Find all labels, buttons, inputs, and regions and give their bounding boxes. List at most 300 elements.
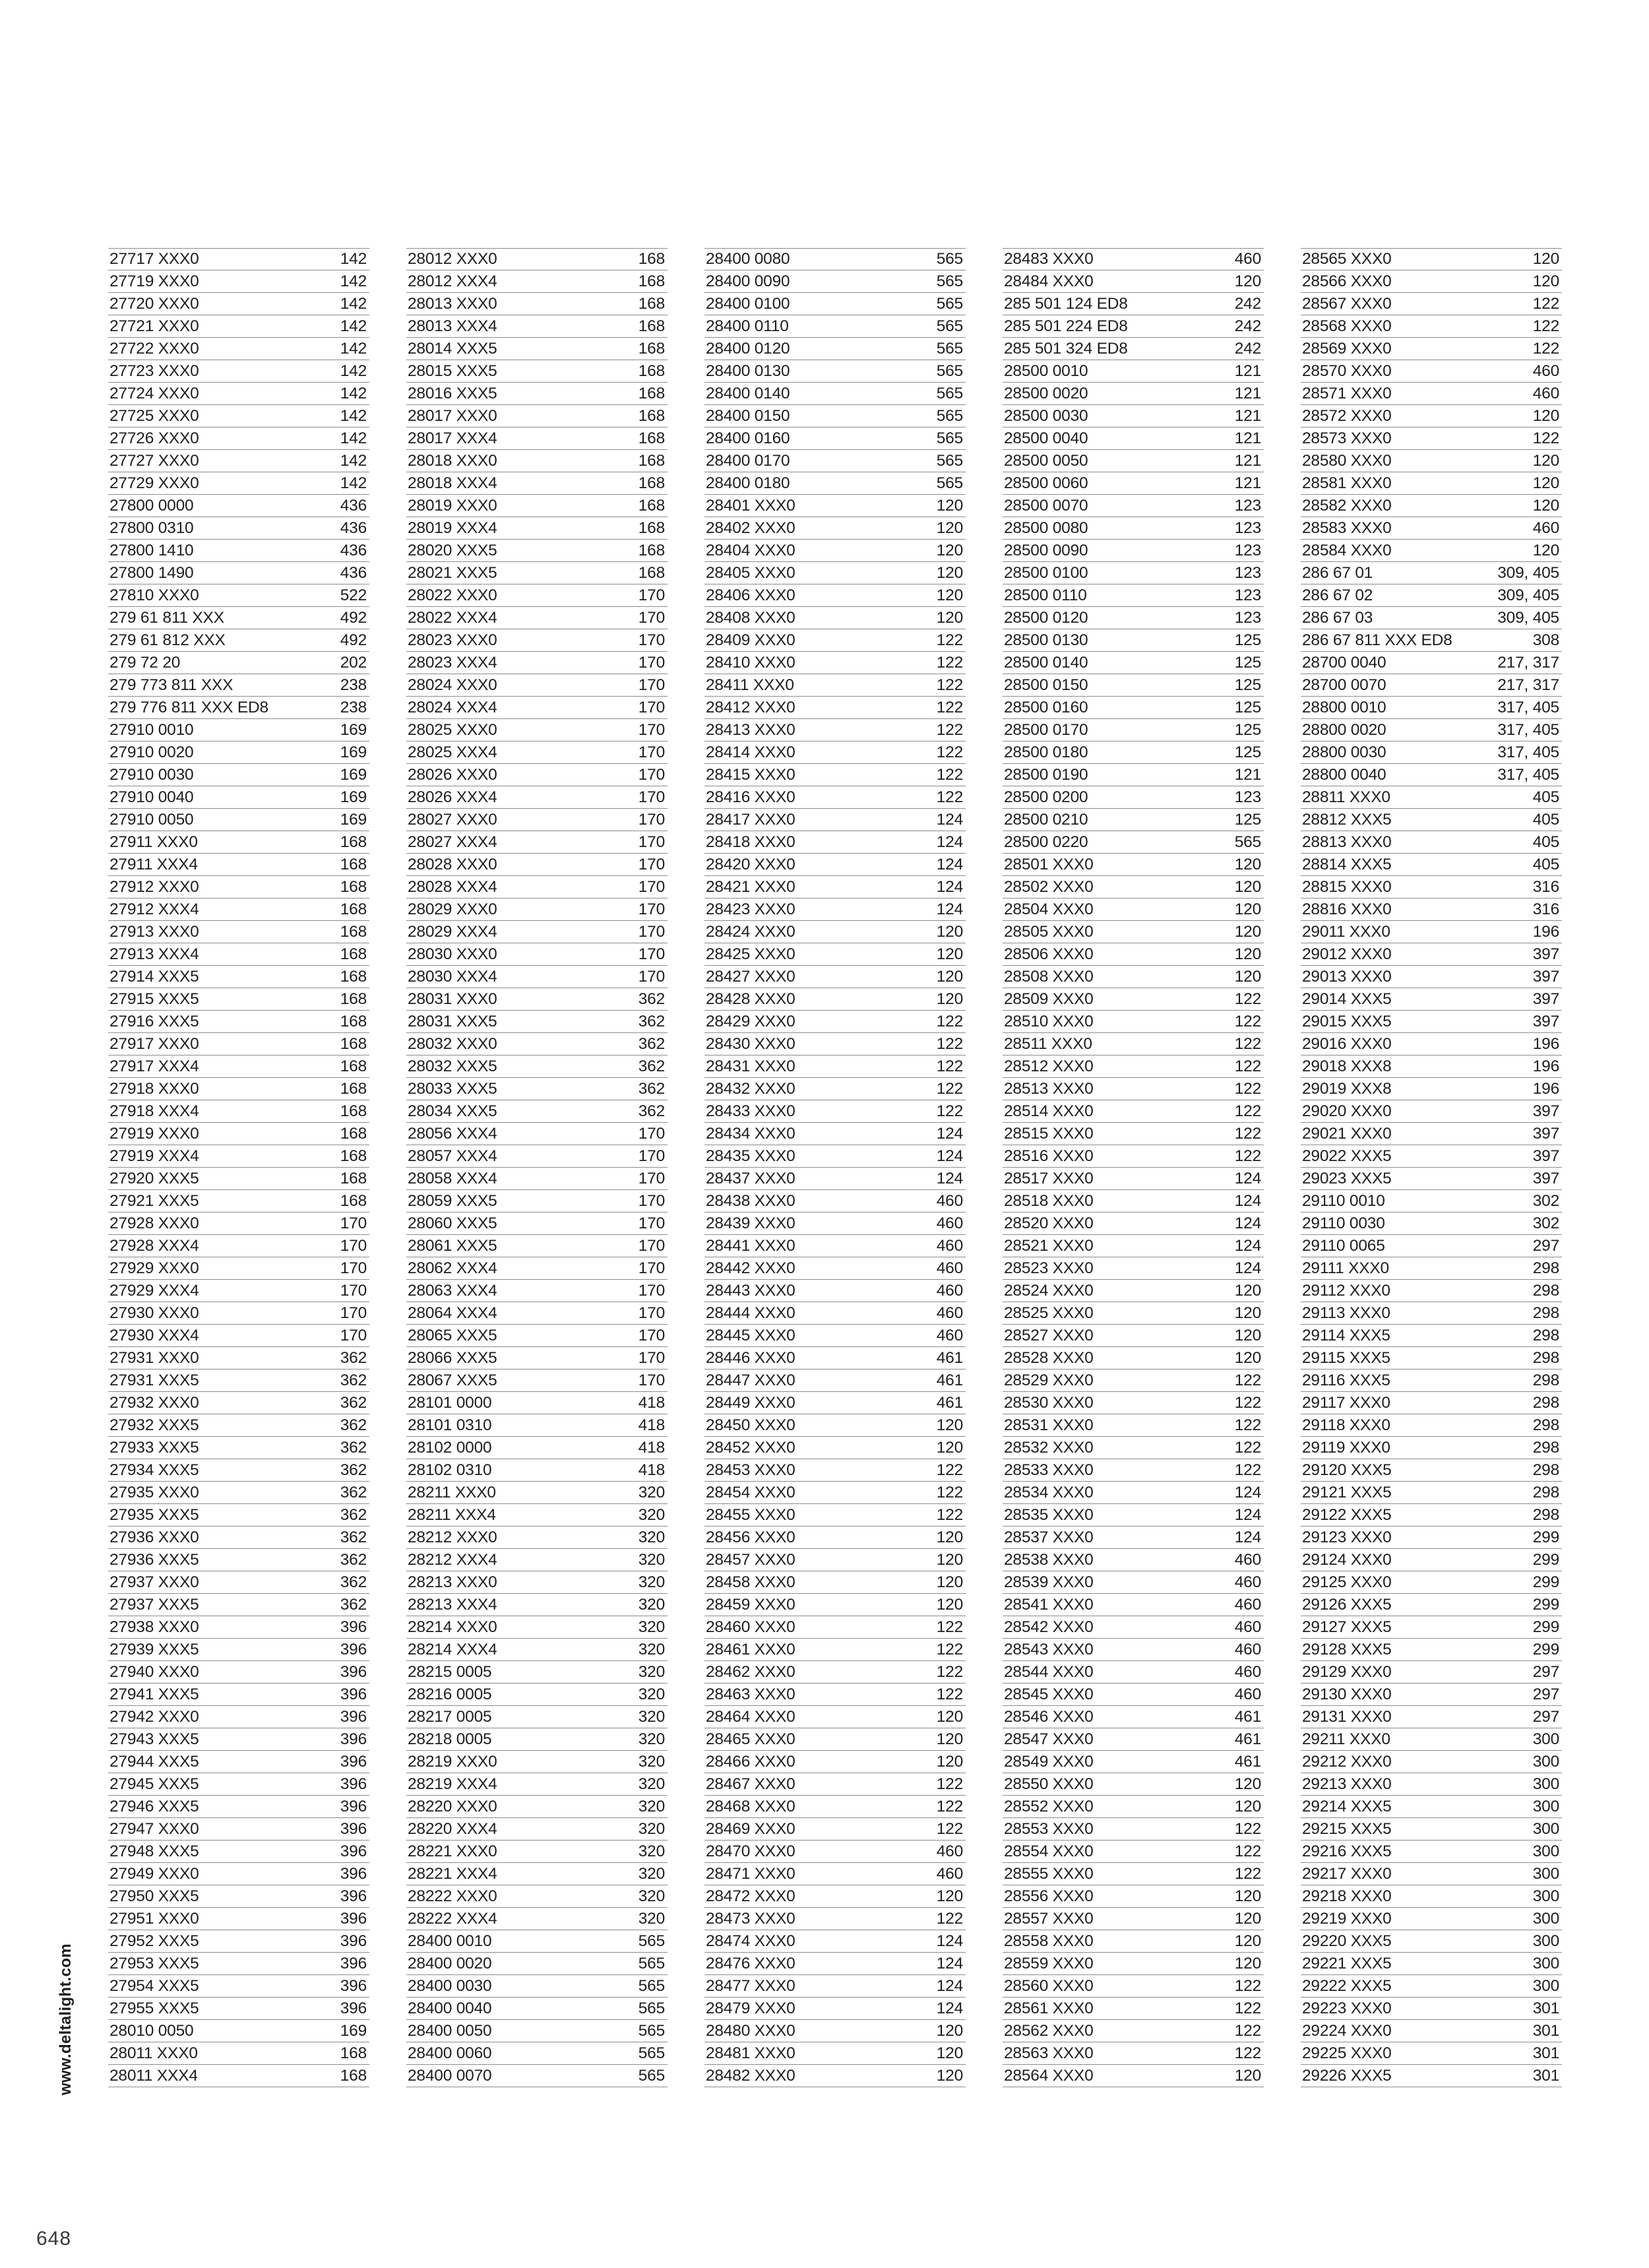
product-code: 27912 XXX4 xyxy=(109,900,199,918)
product-code: 29125 XXX0 xyxy=(1302,1573,1392,1591)
product-code: 28453 XXX0 xyxy=(706,1461,795,1479)
page-reference: 120 xyxy=(1234,1282,1261,1300)
page-reference: 492 xyxy=(340,631,367,649)
page-reference: 396 xyxy=(340,2000,367,2017)
page-reference: 120 xyxy=(936,1730,963,1748)
page-reference: 120 xyxy=(1234,945,1261,963)
page-reference: 168 xyxy=(638,385,665,402)
product-code: 28447 XXX0 xyxy=(706,1371,795,1389)
page-reference: 300 xyxy=(1532,1887,1559,1905)
product-code: 28400 0160 xyxy=(706,429,790,447)
page-reference: 170 xyxy=(638,968,665,986)
product-code: 28024 XXX0 xyxy=(408,676,497,694)
product-code: 27910 0050 xyxy=(109,811,194,829)
product-code: 28400 0130 xyxy=(706,362,790,380)
index-row xyxy=(704,1482,966,1504)
product-code: 279 72 20 xyxy=(109,654,181,672)
product-code: 27800 1490 xyxy=(109,564,194,582)
product-code: 27937 XXX0 xyxy=(109,1573,199,1591)
page-reference: 168 xyxy=(340,2067,367,2085)
index-row xyxy=(704,921,966,943)
product-code: 28400 0060 xyxy=(408,2044,492,2062)
index-row xyxy=(704,427,966,450)
product-code: 28400 0100 xyxy=(706,295,790,313)
product-code: 28500 0110 xyxy=(1004,586,1087,604)
product-code: 28027 XXX4 xyxy=(408,833,497,851)
product-code: 27912 XXX0 xyxy=(109,878,199,896)
product-code: 28029 XXX0 xyxy=(408,900,497,918)
product-code: 28538 XXX0 xyxy=(1004,1551,1094,1569)
page-reference: 170 xyxy=(638,1282,665,1300)
product-code: 28216 0005 xyxy=(408,1685,492,1703)
index-row xyxy=(1003,1975,1264,1998)
page-reference: 120 xyxy=(1234,272,1261,290)
page-reference: 320 xyxy=(638,1798,665,1815)
page-reference: 362 xyxy=(340,1484,367,1501)
product-code: 28518 XXX0 xyxy=(1004,1192,1094,1210)
index-row xyxy=(406,562,668,584)
product-code: 28220 XXX0 xyxy=(408,1798,497,1815)
index-row xyxy=(108,1639,369,1661)
page-reference: 121 xyxy=(1234,362,1261,380)
index-row xyxy=(108,562,369,584)
page-reference: 168 xyxy=(340,1147,367,1165)
product-code: 28700 0040 xyxy=(1302,654,1386,672)
page-reference: 461 xyxy=(936,1349,963,1367)
page-reference: 120 xyxy=(936,586,963,604)
page-reference: 320 xyxy=(638,1618,665,1636)
page-reference: 124 xyxy=(936,1977,963,1995)
page-reference: 300 xyxy=(1532,1730,1559,1748)
page-reference: 170 xyxy=(638,833,665,851)
index-row xyxy=(704,517,966,540)
page-reference: 436 xyxy=(340,497,367,515)
product-code: 27810 XXX0 xyxy=(109,586,199,604)
product-code: 27729 XXX0 xyxy=(109,474,199,492)
product-code: 28550 XXX0 xyxy=(1004,1775,1094,1793)
page-reference: 242 xyxy=(1234,317,1261,335)
index-row xyxy=(108,1437,369,1459)
index-row xyxy=(108,1571,369,1594)
index-row xyxy=(1003,1930,1264,1953)
page-reference: 320 xyxy=(638,1753,665,1771)
product-code: 28800 0020 xyxy=(1302,721,1386,739)
product-code: 28441 XXX0 xyxy=(706,1237,795,1255)
index-row xyxy=(406,450,668,472)
page-reference: 121 xyxy=(1234,385,1261,402)
product-code: 28414 XXX0 xyxy=(706,743,795,761)
index-row xyxy=(1301,719,1562,741)
page-reference: 317, 405 xyxy=(1497,699,1559,716)
index-row xyxy=(108,1841,369,1863)
product-code: 28563 XXX0 xyxy=(1004,2044,1094,2062)
page-reference: 124 xyxy=(936,1125,963,1143)
product-code: 28429 XXX0 xyxy=(706,1013,795,1030)
product-code: 28421 XXX0 xyxy=(706,878,795,896)
index-row xyxy=(1301,405,1562,427)
page-reference: 120 xyxy=(1234,1775,1261,1793)
index-row xyxy=(406,338,668,360)
product-code: 28413 XXX0 xyxy=(706,721,795,739)
page-reference: 122 xyxy=(1234,1102,1261,1120)
index-row xyxy=(108,1347,369,1370)
index-row xyxy=(1003,360,1264,383)
page-reference: 460 xyxy=(1234,1641,1261,1658)
page-reference: 168 xyxy=(638,250,665,268)
page-reference: 120 xyxy=(1234,1955,1261,1972)
product-code: 28214 XXX0 xyxy=(408,1618,497,1636)
index-row xyxy=(406,1594,668,1616)
product-code: 29122 XXX5 xyxy=(1302,1506,1392,1524)
product-code: 29110 0030 xyxy=(1302,1214,1385,1232)
product-code: 28529 XXX0 xyxy=(1004,1371,1094,1389)
index-row xyxy=(108,270,369,293)
product-code: 28059 XXX5 xyxy=(408,1192,497,1210)
product-code: 29118 XXX0 xyxy=(1302,1416,1390,1434)
page-reference: 122 xyxy=(1234,2044,1261,2062)
index-row xyxy=(1003,1908,1264,1930)
product-code: 27946 XXX5 xyxy=(109,1798,199,1815)
index-row xyxy=(1301,1078,1562,1100)
page-reference: 308 xyxy=(1532,631,1559,649)
product-code: 28800 0010 xyxy=(1302,699,1386,716)
page-reference: 142 xyxy=(340,340,367,358)
product-code: 286 67 03 xyxy=(1302,609,1373,627)
product-code: 28561 XXX0 xyxy=(1004,2000,1094,2017)
page-reference: 122 xyxy=(936,1685,963,1703)
product-code: 28456 XXX0 xyxy=(706,1528,795,1546)
product-code: 27918 XXX4 xyxy=(109,1102,199,1120)
page-reference: 122 xyxy=(936,1820,963,1838)
index-row xyxy=(1301,1728,1562,1751)
page-reference: 122 xyxy=(1234,1057,1261,1075)
index-row xyxy=(1003,2065,1264,2087)
index-row xyxy=(1003,338,1264,360)
index-row xyxy=(406,1145,668,1168)
product-code: 28546 XXX0 xyxy=(1004,1708,1094,1726)
index-row xyxy=(406,1885,668,1908)
product-code: 28400 0080 xyxy=(706,250,790,268)
index-row xyxy=(108,674,369,697)
page-reference: 122 xyxy=(1532,429,1559,447)
index-row xyxy=(1003,1863,1264,1885)
product-code: 27917 XXX4 xyxy=(109,1057,199,1075)
index-column-1 xyxy=(108,248,369,2087)
index-row xyxy=(704,854,966,876)
product-code: 28457 XXX0 xyxy=(706,1551,795,1569)
page-reference: 460 xyxy=(1234,1573,1261,1591)
index-row xyxy=(108,1414,369,1437)
product-code: 27933 XXX5 xyxy=(109,1439,199,1457)
page-reference: 168 xyxy=(340,1102,367,1120)
product-code: 28410 XXX0 xyxy=(706,654,795,672)
page-reference: 396 xyxy=(340,1663,367,1681)
page-reference: 418 xyxy=(638,1394,665,1412)
product-code: 27944 XXX5 xyxy=(109,1753,199,1771)
index-row xyxy=(1003,1414,1264,1437)
product-code: 29218 XXX0 xyxy=(1302,1887,1392,1905)
product-code: 29220 XXX5 xyxy=(1302,1932,1392,1950)
index-row xyxy=(1301,1594,1562,1616)
page-reference: 362 xyxy=(638,1035,665,1053)
page-reference: 396 xyxy=(340,1685,367,1703)
product-code: 28400 0050 xyxy=(408,2022,492,2040)
page-reference: 142 xyxy=(340,362,367,380)
page-reference: 122 xyxy=(1234,1461,1261,1479)
page-reference: 397 xyxy=(1532,968,1559,986)
product-code: 27800 0000 xyxy=(109,497,194,515)
page-reference: 121 xyxy=(1234,452,1261,470)
product-code: 28011 XXX0 xyxy=(109,2044,198,2062)
page-reference: 122 xyxy=(936,1910,963,1928)
product-code: 28065 XXX5 xyxy=(408,1327,497,1344)
index-row xyxy=(406,517,668,540)
product-code: 28400 0120 xyxy=(706,340,790,358)
page-reference: 142 xyxy=(340,474,367,492)
index-row xyxy=(704,898,966,921)
page-reference: 298 xyxy=(1532,1349,1559,1367)
product-code: 27938 XXX0 xyxy=(109,1618,199,1636)
product-code: 28555 XXX0 xyxy=(1004,1865,1094,1883)
index-row xyxy=(704,1549,966,1571)
product-code: 28530 XXX0 xyxy=(1004,1394,1094,1412)
index-row xyxy=(1003,876,1264,898)
product-code: 28471 XXX0 xyxy=(706,1865,795,1883)
product-code: 286 67 02 xyxy=(1302,586,1373,604)
product-code: 286 67 811 XXX ED8 xyxy=(1302,631,1452,649)
product-code: 28566 XXX0 xyxy=(1302,272,1392,290)
page-reference: 120 xyxy=(936,497,963,515)
page-reference: 121 xyxy=(1234,407,1261,425)
page-reference: 298 xyxy=(1532,1259,1559,1277)
product-code: 28512 XXX0 xyxy=(1004,1057,1094,1075)
page-reference: 168 xyxy=(638,317,665,335)
page-reference: 122 xyxy=(1234,1820,1261,1838)
page-reference: 124 xyxy=(936,1170,963,1187)
product-code: 28815 XXX0 xyxy=(1302,878,1392,896)
index-row xyxy=(406,1347,668,1370)
index-row xyxy=(1301,1168,1562,1190)
index-row xyxy=(108,1751,369,1773)
product-code: 28459 XXX0 xyxy=(706,1596,795,1614)
page-reference: 170 xyxy=(638,811,665,829)
page-reference: 123 xyxy=(1234,609,1261,627)
index-row xyxy=(406,697,668,719)
page-reference: 299 xyxy=(1532,1528,1559,1546)
page-reference: 565 xyxy=(638,2067,665,2085)
product-code: 28434 XXX0 xyxy=(706,1125,795,1143)
page-reference: 460 xyxy=(1234,250,1261,268)
index-row xyxy=(1301,1459,1562,1482)
product-code: 29127 XXX5 xyxy=(1302,1618,1392,1636)
index-row xyxy=(704,652,966,674)
page-reference: 362 xyxy=(340,1439,367,1457)
page-reference: 170 xyxy=(638,721,665,739)
product-code: 27940 XXX0 xyxy=(109,1663,199,1681)
page-reference: 299 xyxy=(1532,1573,1559,1591)
page-reference: 460 xyxy=(936,1282,963,1300)
index-row xyxy=(1003,741,1264,764)
website-url: www.deltalight.com xyxy=(57,1943,75,2095)
index-row xyxy=(108,943,369,966)
index-row xyxy=(1301,1100,1562,1123)
index-row xyxy=(108,1953,369,1975)
product-code: 28444 XXX0 xyxy=(706,1304,795,1322)
product-code: 28212 XXX0 xyxy=(408,1528,497,1546)
index-row xyxy=(704,1145,966,1168)
product-code: 28022 XXX0 xyxy=(408,586,497,604)
product-code: 28567 XXX0 xyxy=(1302,295,1392,313)
page-reference: 298 xyxy=(1532,1282,1559,1300)
index-row xyxy=(704,697,966,719)
page-reference: 122 xyxy=(1532,295,1559,313)
product-code: 28013 XXX0 xyxy=(408,295,497,313)
product-code: 28022 XXX4 xyxy=(408,609,497,627)
page-reference: 168 xyxy=(340,1013,367,1030)
index-row xyxy=(406,1549,668,1571)
product-code: 28063 XXX4 xyxy=(408,1282,497,1300)
index-row xyxy=(1003,495,1264,517)
product-code: 29224 XXX0 xyxy=(1302,2022,1392,2040)
index-row xyxy=(1301,360,1562,383)
page-reference: 565 xyxy=(936,250,963,268)
index-row xyxy=(704,495,966,517)
index-row xyxy=(1301,1706,1562,1728)
page-reference: 120 xyxy=(936,1596,963,1614)
page-reference: 120 xyxy=(1234,1304,1261,1322)
product-code: 27950 XXX5 xyxy=(109,1887,199,1905)
page-reference: 120 xyxy=(1234,878,1261,896)
page-reference: 309, 405 xyxy=(1497,586,1559,604)
product-code: 28025 XXX0 xyxy=(408,721,497,739)
page-reference: 299 xyxy=(1532,1596,1559,1614)
product-code: 27952 XXX5 xyxy=(109,1932,199,1950)
product-code: 29113 XXX0 xyxy=(1302,1304,1390,1322)
page-reference: 217, 317 xyxy=(1497,676,1559,694)
page-reference: 122 xyxy=(936,1484,963,1501)
index-row xyxy=(704,338,966,360)
product-code: 29221 XXX5 xyxy=(1302,1955,1392,1972)
page-reference: 298 xyxy=(1532,1327,1559,1344)
page-reference: 120 xyxy=(1234,2067,1261,2085)
index-row xyxy=(704,629,966,652)
index-row xyxy=(704,1975,966,1998)
product-code: 28573 XXX0 xyxy=(1302,429,1392,447)
page-reference: 168 xyxy=(340,856,367,873)
product-code: 27723 XXX0 xyxy=(109,362,199,380)
index-column-5 xyxy=(1301,248,1562,2087)
index-row xyxy=(1301,1818,1562,1841)
index-row xyxy=(406,674,668,697)
page-reference: 396 xyxy=(340,1977,367,1995)
index-row xyxy=(1003,1392,1264,1414)
product-code: 28500 0010 xyxy=(1004,362,1088,380)
page-reference: 122 xyxy=(936,654,963,672)
index-row xyxy=(1003,1078,1264,1100)
index-row xyxy=(1003,1796,1264,1818)
page-reference: 309, 405 xyxy=(1497,564,1559,582)
product-code: 28553 XXX0 xyxy=(1004,1820,1094,1838)
page-reference: 169 xyxy=(340,811,367,829)
product-code: 28814 XXX5 xyxy=(1302,856,1392,873)
index-row xyxy=(1301,315,1562,338)
page-reference: 123 xyxy=(1234,497,1261,515)
page-reference: 300 xyxy=(1532,1977,1559,1995)
product-code: 28521 XXX0 xyxy=(1004,1237,1094,1255)
page-reference: 122 xyxy=(1234,1977,1261,1995)
page-reference: 461 xyxy=(1234,1730,1261,1748)
page-reference: 120 xyxy=(936,945,963,963)
product-code: 28545 XXX0 xyxy=(1004,1685,1094,1703)
page-number: 648 xyxy=(36,2228,72,2250)
index-row xyxy=(704,1437,966,1459)
page-reference: 217, 317 xyxy=(1497,654,1559,672)
page-reference: 565 xyxy=(936,452,963,470)
index-row xyxy=(704,764,966,786)
index-row xyxy=(1301,876,1562,898)
product-code: 28517 XXX0 xyxy=(1004,1170,1094,1187)
index-row xyxy=(406,315,668,338)
index-row xyxy=(704,2042,966,2065)
product-code: 27929 XXX0 xyxy=(109,1259,199,1277)
page-reference: 122 xyxy=(936,1102,963,1120)
index-row xyxy=(406,1033,668,1055)
page-reference: 124 xyxy=(1234,1237,1261,1255)
product-code: 27725 XXX0 xyxy=(109,407,199,425)
page-reference: 196 xyxy=(1532,1035,1559,1053)
product-code: 28061 XXX5 xyxy=(408,1237,497,1255)
page-reference: 168 xyxy=(340,1170,367,1187)
product-code: 28464 XXX0 xyxy=(706,1708,795,1726)
page-reference: 565 xyxy=(936,429,963,447)
index-row xyxy=(108,517,369,540)
index-row xyxy=(1003,1661,1264,1684)
product-code: 27913 XXX4 xyxy=(109,945,199,963)
page-reference: 297 xyxy=(1532,1708,1559,1726)
index-row xyxy=(406,1818,668,1841)
index-row xyxy=(406,898,668,921)
index-row xyxy=(1003,1100,1264,1123)
page-reference: 396 xyxy=(340,1618,367,1636)
product-code: 27941 XXX5 xyxy=(109,1685,199,1703)
page-reference: 168 xyxy=(340,833,367,851)
page-reference: 362 xyxy=(340,1528,367,1546)
product-code: 28219 XXX4 xyxy=(408,1775,497,1793)
index-row xyxy=(108,1885,369,1908)
index-row xyxy=(108,360,369,383)
product-code: 28500 0130 xyxy=(1004,631,1088,649)
index-row xyxy=(406,786,668,809)
page-reference: 362 xyxy=(340,1349,367,1367)
product-code: 29225 XXX0 xyxy=(1302,2044,1392,2062)
index-row xyxy=(1301,629,1562,652)
product-code: 285 501 224 ED8 xyxy=(1004,317,1128,335)
index-row xyxy=(1003,1504,1264,1527)
page-reference: 170 xyxy=(638,1237,665,1255)
page-reference: 168 xyxy=(340,1035,367,1053)
index-row xyxy=(1301,517,1562,540)
index-row xyxy=(704,1213,966,1235)
index-row xyxy=(1301,966,1562,988)
index-row xyxy=(1003,943,1264,966)
page-reference: 298 xyxy=(1532,1416,1559,1434)
product-code: 28064 XXX4 xyxy=(408,1304,497,1322)
page-reference: 300 xyxy=(1532,1775,1559,1793)
page-reference: 122 xyxy=(1234,2022,1261,2040)
page-reference: 168 xyxy=(340,1057,367,1075)
page-reference: 120 xyxy=(1234,923,1261,941)
index-row xyxy=(108,338,369,360)
